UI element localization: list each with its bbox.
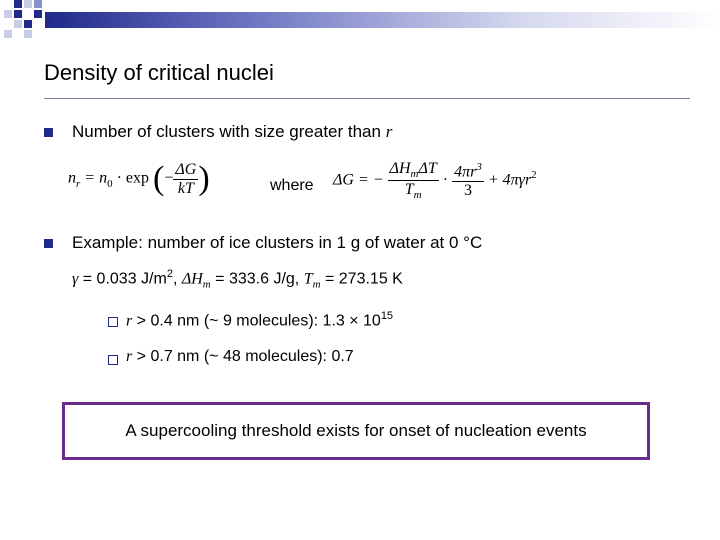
bullet-square-icon [44,239,53,248]
param-tm: T [303,270,313,288]
param-tm-val: = 273.15 K [320,270,403,288]
formula-dg-lhs: ΔG = − [333,171,384,189]
callout-box [62,402,650,460]
formula-dg-num1-sub: m [410,168,419,181]
formula-nr-num: ΔG [175,160,197,178]
where-label: where [270,177,314,194]
formula-dg-num1: ΔH [389,160,411,177]
formula-paren-left: ( [153,160,165,197]
slide-title: Density of critical nuclei [44,60,274,85]
formula-nr-lhs: n [68,169,76,187]
param-sep: , [172,270,182,288]
bullet-1-var: r [385,122,393,141]
formula-nr: $n_r = n_0 \cdot \exp$ (− $\frac{\Delta G}{kT}$ ) [68,160,210,197]
sub-1-text: > 0.4 nm (~ 9 molecules): 1.3 × 10 [132,312,381,330]
formula-dg-den2: 3 [463,182,472,200]
formula-dg-num2: 4πr [454,163,477,181]
bullet-square-icon [44,128,53,137]
param-tm-sub: m [312,278,321,291]
bullet-1-text [72,122,392,142]
formula-nr-eq-sub: 0 [107,177,113,190]
header-banner [0,0,720,40]
formula-dg-den1-sub: m [413,189,422,202]
param-gamma-val: = 0.033 J/m [78,270,167,288]
formula-dg-num1-rest: ΔT [418,160,437,177]
parameters-line [72,268,403,291]
sub-2-var: r [126,348,133,365]
param-gamma-sup: 2 [166,268,173,280]
param-gamma: γ [72,270,79,288]
sub-1-var: r [126,312,133,330]
formula-nr-eq: = n [84,169,108,187]
formula-nr-den: kT [177,179,194,197]
formula-deltaG [333,160,537,201]
sub-2-text: > 0.7 nm (~ 48 molecules): 0.7 [132,348,354,365]
sub-bullet-2 [126,348,354,366]
formula-nr-fraction [173,161,198,198]
formula-dg-frac1 [388,160,439,201]
formula-dg-num2-sup: 3 [476,161,482,174]
sub-bullet-box-icon [108,317,118,327]
formula-dg-den1: T [404,181,414,199]
sub-1-sup: 15 [380,310,394,322]
sub-bullet-1 [126,310,393,330]
param-dh-val: = 333.6 J/g, [210,270,304,288]
bullet-2-text: Example: number of ice clusters in 1 g of water at 0 °C [72,233,483,252]
header-stripe [45,12,720,28]
formula-dg-plus-sup: 2 [531,169,537,182]
formula-dg-plus: + 4πγr [487,171,532,189]
title-divider [44,98,690,99]
param-dh: ΔH [181,270,203,288]
bullet-1-label: Number of clusters with size greater than [72,122,381,141]
formula-nr-lhs-sub: r [76,177,81,190]
param-dh-sub: m [202,278,211,291]
formula-dg-frac2 [452,161,484,200]
callout-text: A supercooling threshold exists for onset of nucleation events [125,421,587,440]
formula-nr-exp: · exp [116,169,150,187]
formula-dg-dot: · [442,171,449,189]
sub-bullet-box-icon [108,355,118,365]
formula-paren-right: ) [198,160,210,197]
